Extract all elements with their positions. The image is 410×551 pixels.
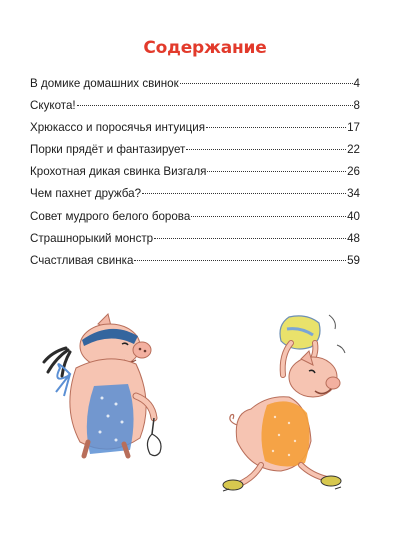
- pig-with-whisk-illustration: [40, 312, 180, 462]
- toc-list: [30, 73, 360, 272]
- toc-entry-page: 34: [347, 187, 360, 201]
- dot-leader: [154, 238, 346, 239]
- toc-entry-title: Крохотная дикая свинка Визгаля: [30, 165, 207, 179]
- toc-entry-title: Совет мудрого белого борова: [30, 209, 191, 223]
- toc-entry-page: 17: [347, 121, 360, 135]
- toc-entry[interactable]: [30, 228, 360, 250]
- dot-leader: [180, 83, 353, 84]
- toc-entry-page: 8: [353, 99, 360, 113]
- toc-entry[interactable]: [30, 139, 360, 161]
- toc-entry[interactable]: [30, 73, 360, 95]
- dot-leader: [206, 127, 346, 128]
- toc-entry[interactable]: [30, 95, 360, 117]
- toc-entry-page: 40: [347, 209, 360, 223]
- toc-entry-page: 48: [347, 231, 360, 245]
- toc-entry-title: Хрюкассо и поросячья интуиция: [30, 121, 206, 135]
- dot-leader: [134, 260, 346, 261]
- toc-entry-title: В домике домашних свинок: [30, 77, 179, 90]
- toc-entry[interactable]: [30, 250, 360, 272]
- toc-title: Содержание: [143, 38, 267, 58]
- dot-leader: [142, 193, 346, 194]
- toc-entry-title: Порки прядёт и фантазирует: [30, 143, 186, 157]
- toc-entry[interactable]: [30, 206, 360, 228]
- toc-entry-title: Скукота!: [30, 99, 76, 113]
- dot-leader: [191, 216, 346, 217]
- dot-leader: [77, 105, 353, 106]
- toc-entry-page: 59: [347, 253, 360, 267]
- toc-entry-page: 4: [353, 77, 360, 90]
- dot-leader: [186, 149, 346, 150]
- dot-leader: [207, 171, 346, 172]
- pig-with-cushion-illustration: [205, 305, 365, 495]
- toc-entry-title: Страшнорыкий монстр: [30, 231, 154, 245]
- toc-entry[interactable]: [30, 161, 360, 183]
- toc-entry-title: Счастливая свинка: [30, 253, 134, 267]
- toc-entry-page: 26: [347, 165, 360, 179]
- toc-entry-title: Чем пахнет дружба?: [30, 187, 142, 201]
- toc-entry-page: 22: [347, 143, 360, 157]
- toc-entry[interactable]: [30, 117, 360, 139]
- toc-entry[interactable]: [30, 183, 360, 205]
